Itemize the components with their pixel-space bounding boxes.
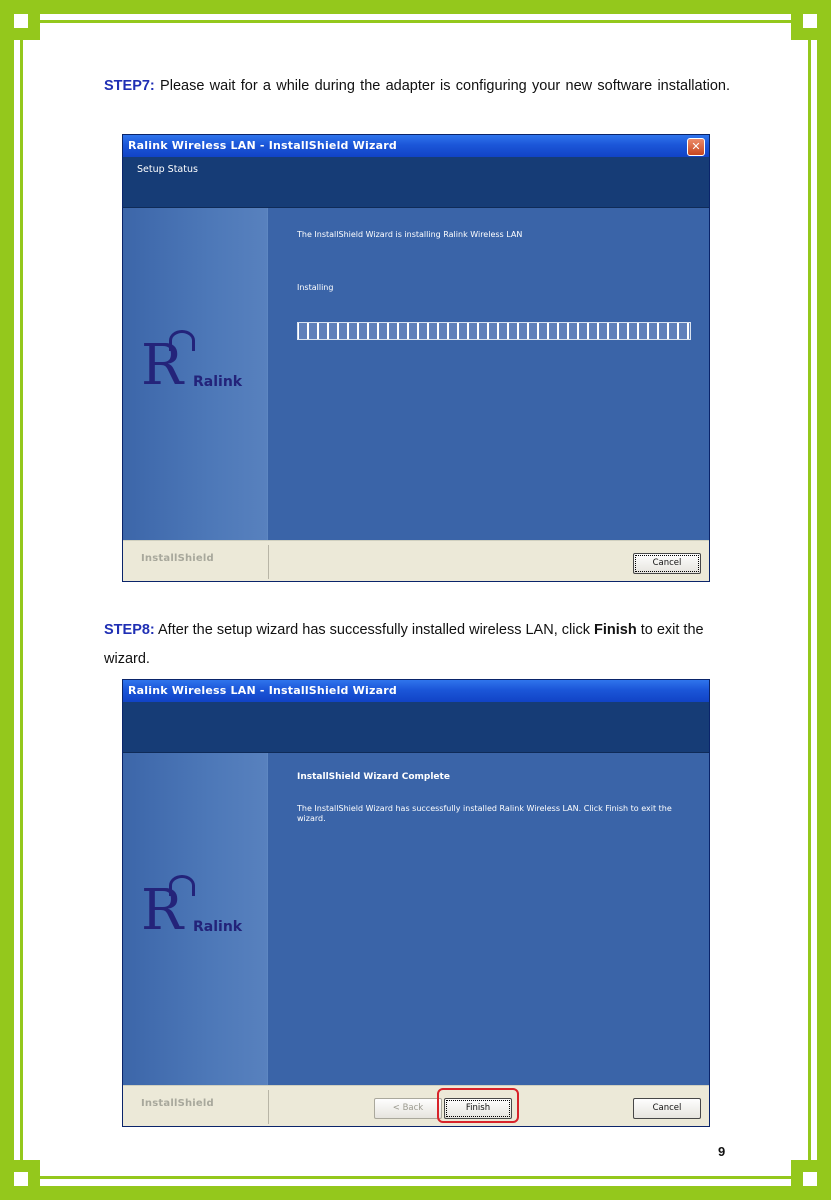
title-bar <box>123 680 709 702</box>
cancel-button[interactable]: Cancel <box>633 1098 701 1119</box>
window-title: Ralink Wireless LAN - InstallShield Wizard <box>128 684 397 697</box>
step8-paragraph <box>104 616 730 674</box>
ralink-logo <box>141 333 261 406</box>
button-bar <box>123 540 709 581</box>
installshield-brand: InstallShield <box>141 1098 214 1109</box>
step8-label: STEP8: <box>104 622 155 638</box>
header-band <box>123 157 709 208</box>
frame-bottom-bar <box>0 1186 831 1200</box>
frame-inner-top <box>26 20 805 23</box>
status-line: The InstallShield Wizard is installing Ralink Wireless LAN <box>297 230 523 239</box>
frame-left-bar <box>0 0 14 1200</box>
window-title: Ralink Wireless LAN - InstallShield Wizard <box>128 139 397 152</box>
logo-letter: R <box>141 333 184 398</box>
logo-text: Ralink <box>193 374 243 390</box>
frame-corner-bl-mark2 <box>28 1160 40 1186</box>
step7-paragraph <box>104 72 730 101</box>
step8-text-before: After the setup wizard has successfully installed wireless LAN, click <box>158 622 590 638</box>
installer-window-progress <box>123 135 709 581</box>
progress-bar <box>297 322 691 340</box>
frame-corner-tr-mark2 <box>791 14 803 40</box>
title-bar <box>123 135 709 157</box>
button-bar <box>123 1085 709 1126</box>
finish-button[interactable]: Finish <box>444 1098 512 1119</box>
frame-inner-bottom <box>26 1176 805 1179</box>
back-button[interactable]: < Back <box>374 1098 442 1119</box>
progress-fill <box>298 323 690 339</box>
page-number: 9 <box>718 1144 726 1159</box>
step7-text: Please wait for a while during the adapter is configuring your new software installation. <box>160 78 731 94</box>
header-band <box>123 702 709 753</box>
cancel-button[interactable]: Cancel <box>633 553 701 574</box>
logo-letter: R <box>141 878 184 943</box>
frame-inner-right <box>808 26 811 1174</box>
side-panel <box>123 753 268 1086</box>
installshield-brand: InstallShield <box>141 553 214 564</box>
step8-text-after: to exit the wizard. <box>104 622 704 667</box>
frame-top-bar <box>0 0 831 14</box>
frame-right-bar <box>817 0 831 1200</box>
frame-corner-tl-mark2 <box>28 14 40 40</box>
ralink-logo <box>141 878 261 951</box>
close-icon[interactable]: ✕ <box>687 138 705 156</box>
complete-heading: InstallShield Wizard Complete <box>297 772 450 782</box>
side-panel <box>123 208 268 541</box>
step8-finish-word: Finish <box>593 622 637 638</box>
header-title: Setup Status <box>137 164 198 175</box>
step7-label: STEP7: <box>104 78 155 94</box>
frame-inner-left <box>20 26 23 1174</box>
frame-corner-br-mark2 <box>791 1160 803 1186</box>
logo-text: Ralink <box>193 919 243 935</box>
installer-window-complete <box>123 680 709 1126</box>
complete-message: The InstallShield Wizard has successfully installed Ralink Wireless LAN. Click Finish to exit the wizard. <box>297 804 672 823</box>
finish-highlight <box>437 1088 519 1123</box>
installing-label: Installing <box>297 283 334 292</box>
